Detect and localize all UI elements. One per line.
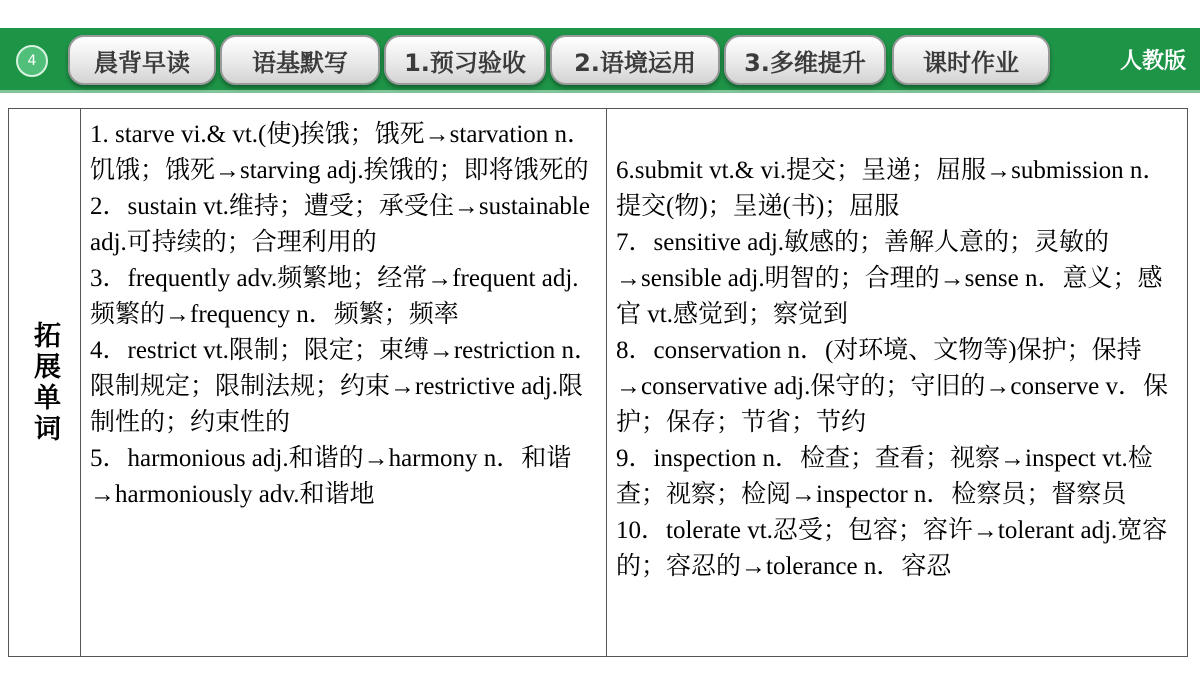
tab-context-use[interactable]: 2.语境运用: [550, 35, 720, 85]
page-number-badge: 4: [16, 45, 48, 77]
header-divider: [0, 90, 1200, 93]
vocab-entry-8: 8．conservation n．(对环境、文物等)保护；保持→conservative adj.保守的；守旧的→conserve v．保护；保存；节省；节约: [616, 337, 1168, 436]
vocab-entry-9: 9．inspection n．检查；查看；视察→inspect vt.检查；视察；检阅→inspector n．检察员；督察员: [616, 445, 1153, 508]
vocab-entry-5: 5．harmonious adj.和谐的→harmony n．和谐→harmoniously adv.和谐地: [90, 445, 572, 508]
tab-multi-improve[interactable]: 3.多维提升: [724, 35, 886, 85]
vocab-entry-6: 6.submit vt.& vi.提交；呈递；屈服→submission n．提交(物)；呈递(书)；屈服: [616, 157, 1168, 220]
top-navigation-bar: [0, 0, 1200, 92]
vocab-entry-7: 7．sensitive adj.敏感的；善解人意的；灵敏的→sensible adj.明智的；合理的→sense n．意义；感官 vt.感觉到；察觉到: [616, 229, 1163, 328]
vocabulary-table: [8, 108, 1188, 657]
tab-basic-dictation[interactable]: 语基默写: [220, 35, 380, 85]
publisher-label: 人教版: [1119, 48, 1186, 74]
vocab-entry-10: 10．tolerate vt.忍受；包容；容许→tolerant adj.宽容的；容忍的→tolerance n．容忍: [616, 517, 1168, 580]
tab-homework[interactable]: 课时作业: [892, 35, 1050, 85]
section-label: 拓展单词: [29, 320, 60, 445]
right-column: [607, 109, 1186, 656]
vocab-entry-4: 4．restrict vt.限制；限定；束缚→restriction n．限制规定；限制法规；约束→restrictive adj.限制性的；约束性的: [90, 337, 599, 436]
tab-morning-reading[interactable]: 晨背早读: [68, 35, 216, 85]
section-label-cell: [9, 109, 81, 656]
vocab-entry-2: 2．sustain vt.维持；遭受；承受住→sustainable adj.可持续的；合理利用的: [90, 193, 590, 256]
left-column: [81, 109, 607, 656]
tab-preview-check[interactable]: 1.预习验收: [384, 35, 546, 85]
vocab-entry-3: 3．frequently adv.频繁地；经常→frequent adj.频繁的→frequency n．频繁；频率: [90, 265, 579, 328]
vocab-entry-1: 1. starve vi.& vt.(使)挨饿；饿死→starvation n．饥饿；饿死→starving adj.挨饿的；即将饿死的: [90, 121, 593, 184]
